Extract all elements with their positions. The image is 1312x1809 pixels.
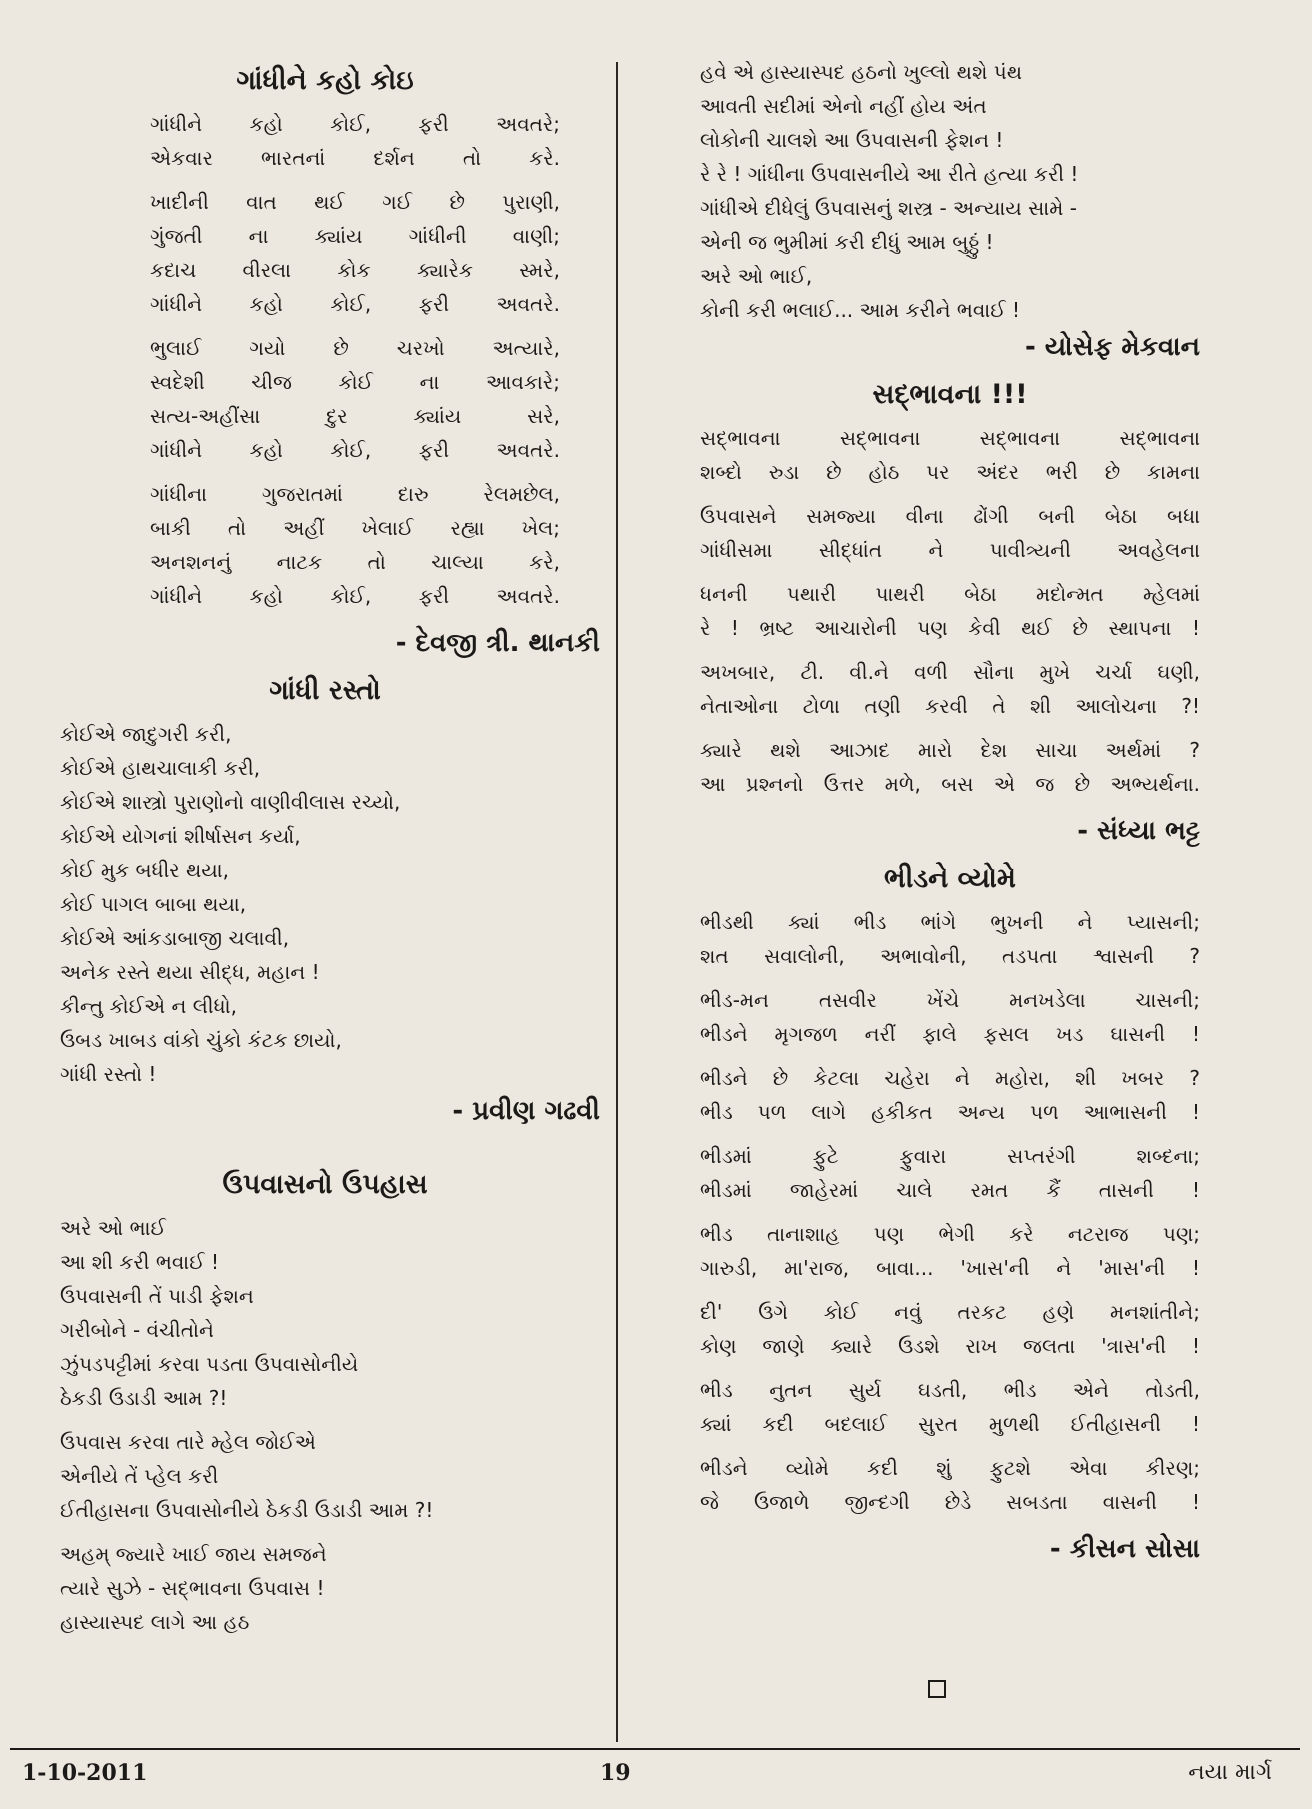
poem-line: બાકી તો અહીં ખેલાઈ રહ્યા ખેલ; bbox=[150, 516, 560, 540]
poem-line: કોણ જાણે ક્યારે ઉડશે રાખ જલતા 'ત્રાસ'ની ! bbox=[700, 1334, 1200, 1358]
poem-line: જે ઉજાળે જીન્દગી છેડે સબડતા વાસની ! bbox=[700, 1490, 1200, 1514]
poem-line: ઉપવાસ કરવા તારે મ્હેલ જોઈએ bbox=[60, 1430, 316, 1454]
poem-line: ઠેકડી ઉડાડી આમ ?! bbox=[60, 1386, 228, 1410]
poem-line: કદાચ વીરલા કોક ક્યારેક સ્મરે, bbox=[150, 258, 560, 282]
stanza bbox=[700, 983, 1200, 1051]
poem-line: ઉપવાસને સમજ્યા વીના ઢોંગી બની બેઠા બધા bbox=[700, 504, 1200, 528]
poem-body bbox=[690, 905, 1200, 1519]
poem-line: ભીડથી ક્યાં ભીડ ભાંગે ભુખની ને પ્યાસની; bbox=[700, 910, 1200, 934]
stanza bbox=[700, 1295, 1200, 1363]
poem-line: ભીડમાં જાહેરમાં ચાલે રમત કૈં તાસની ! bbox=[700, 1178, 1200, 1202]
stanza bbox=[700, 577, 1200, 645]
stanza bbox=[700, 1217, 1200, 1285]
stanza bbox=[700, 1139, 1200, 1207]
poem-line: ગાંધીને કહો કોઈ, ફરી અવતરે. bbox=[150, 438, 560, 462]
stanza bbox=[150, 185, 560, 321]
poem-line: કોઈએ હાથચાલાકી કરી, bbox=[60, 756, 261, 780]
poem-line: ભીડ પળ લાગે હકીકત અન્ય પળ આભાસની ! bbox=[700, 1100, 1200, 1124]
poem-title: ગાંધીને કહો કોઇ bbox=[236, 65, 414, 96]
page-number: 19 bbox=[600, 1760, 631, 1786]
poem-line: રે ! ભ્રષ્ટ આચારોની પણ કેવી થઈ છે સ્થાપના ! bbox=[700, 616, 1200, 640]
poem-author: - દેવજી ત્રી. થાનકી bbox=[395, 628, 600, 658]
poem-line: હવે એ હાસ્યાસ્પદ હઠનો ખુલ્લો થશે પંથ bbox=[700, 60, 1023, 84]
poem-line: એનીયે તેં પ્હેલ કરી bbox=[60, 1464, 219, 1488]
stanza bbox=[60, 1211, 610, 1415]
stanza bbox=[700, 1061, 1200, 1129]
poem-author: - પ્રવીણ ગઢવી bbox=[452, 1096, 600, 1126]
poem-line: ખાદીની વાત થઈ ગઈ છે પુરાણી, bbox=[150, 190, 560, 214]
poem-body bbox=[690, 421, 1200, 801]
stanza bbox=[150, 107, 560, 175]
poem-line: ભીડને છે કેટલા ચહેરા ને મહોરા, શી ખબર ? bbox=[700, 1066, 1200, 1090]
poem-line: અરે ઓ ભાઈ bbox=[60, 1216, 166, 1240]
poem-line: આ શી કરી ભવાઈ ! bbox=[60, 1250, 220, 1274]
poem-body bbox=[40, 1211, 610, 1639]
poem-line: ઈતીહાસના ઉપવાસોનીયે ઠેકડી ઉડાડી આમ ?! bbox=[60, 1498, 434, 1522]
spacer bbox=[40, 1141, 610, 1159]
poem-title: ઉપવાસનો ઉપહાસ bbox=[222, 1169, 428, 1200]
poem-line: સદ્ભાવના સદ્ભાવના સદ્ભાવના સદ્ભાવના bbox=[700, 426, 1200, 450]
magazine-name: નયા માર્ગ bbox=[1188, 1760, 1272, 1785]
poem-line: શત સવાલોની, અભાવોની, તડપતા શ્વાસની ? bbox=[700, 944, 1200, 968]
poem-line: ગાંધીના ગુજરાતમાં દારુ રેલમછેલ, bbox=[150, 482, 560, 506]
poem-body bbox=[40, 107, 560, 613]
poem-line: ગારુડી, મા'રાજ, બાવા... 'ખાસ'ની ને 'માસ'ની ! bbox=[700, 1256, 1200, 1280]
poem-line: અરે ઓ ભાઈ, bbox=[700, 264, 813, 288]
poem-line: ભીડ-મન તસવીર ખેંચે મનખડેલા ચાસની; bbox=[700, 988, 1200, 1012]
poem-line: કોની કરી ભલાઈ... આમ કરીને ભવાઈ ! bbox=[700, 298, 1021, 322]
poem-line: અનશનનું નાટક તો ચાલ્યા કરે, bbox=[150, 550, 560, 574]
poem-line: ગાંધીએ દીધેલું ઉપવાસનું શસ્ત્ર - અન્યાય સામે - bbox=[700, 196, 1077, 220]
poem-line: કોઈ મુક બધીર થયા, bbox=[60, 858, 229, 882]
stanza bbox=[60, 1425, 610, 1527]
stanza bbox=[700, 905, 1200, 973]
poem-line: એની જ ભુમીમાં કરી દીધું આમ બુઠ્ઠું ! bbox=[700, 230, 994, 254]
poem-body bbox=[40, 717, 610, 1091]
poem-line: શબ્દો રુડા છે હોઠ પર અંદર ભરી છે કામના bbox=[700, 460, 1200, 484]
poem-line: નેતાઓના ટોળા તણી કરવી તે શી આલોચના ?! bbox=[700, 694, 1200, 718]
poem-line: ક્યાં કદી બદલાઈ સુરત મુળથી ઈતીહાસની ! bbox=[700, 1412, 1200, 1436]
left-column bbox=[40, 55, 610, 1649]
poem-line: સ્વદેશી ચીજ કોઈ ના આવકારે; bbox=[150, 370, 560, 394]
poem-line: કોઈએ શાસ્ત્રો પુરાણોનો વાણીવીલાસ રચ્યો, bbox=[60, 790, 401, 814]
poem-title: ગાંધી રસ્તો bbox=[269, 675, 381, 706]
poem-line: ભીડ તાનાશાહ પણ ભેગી કરે નટરાજ પણ; bbox=[700, 1222, 1200, 1246]
poem-line: સત્ય-અહીંસા દુર ક્યાંય સરે, bbox=[150, 404, 560, 428]
poem-line: દી' ઉગે કોઈ નવું તરકટ હણે મનશાંતીને; bbox=[700, 1300, 1200, 1324]
poem-line: આવતી સદીમાં એનો નહીં હોય અંત bbox=[700, 94, 987, 118]
poem-line: ભીડમાં ફુટે ફુવારા સપ્તરંગી શબ્દના; bbox=[700, 1144, 1200, 1168]
poem-body bbox=[690, 55, 1200, 327]
poem-line: ધનની પથારી પાથરી બેઠા મદોન્મત મ્હેલમાં bbox=[700, 582, 1200, 606]
right-column bbox=[690, 55, 1210, 1579]
poem-title: ભીડને વ્યોમે bbox=[884, 863, 1016, 894]
poem-line: ભીડને વ્યોમે કદી શું ફુટશે એવા કીરણ; bbox=[700, 1456, 1200, 1480]
stanza bbox=[700, 499, 1200, 567]
poem-line: ગાંધીને કહો કોઈ, ફરી અવતરે. bbox=[150, 584, 560, 608]
footer-date: 1-10-2011 bbox=[22, 1760, 148, 1786]
footer-divider bbox=[10, 1748, 1300, 1750]
poem-line: ત્યારે સુઝે - સદ્ભાવના ઉપવાસ ! bbox=[60, 1576, 325, 1600]
stanza bbox=[150, 331, 560, 467]
poem-line: ગાંધીને કહો કોઈ, ફરી અવતરે; bbox=[150, 112, 560, 136]
poem-line: ગાંધીને કહો કોઈ, ફરી અવતરે. bbox=[150, 292, 560, 316]
poem-line: ભીડ નુતન સુર્ય ઘડતી, ભીડ એને તોડતી, bbox=[700, 1378, 1200, 1402]
poem-line: ગાંધીસમા સીદ્ધાંત ને પાવીત્ર્યની અવહેલના bbox=[700, 538, 1200, 562]
poem-author: - કીસન સોસા bbox=[1049, 1534, 1200, 1564]
poem-line: ઉપવાસની તેં પાડી ફેશન bbox=[60, 1284, 254, 1308]
stanza bbox=[700, 421, 1200, 489]
poem-line: ઝુંપડપટ્ટીમાં કરવા પડતા ઉપવાસોનીયે bbox=[60, 1352, 359, 1376]
poem-line: ગરીબોને - વંચીતોને bbox=[60, 1318, 214, 1342]
poem-line: અનેક રસ્તે થયા સીદ્ધ, મહાન ! bbox=[60, 960, 320, 984]
stanza bbox=[700, 733, 1200, 801]
stanza bbox=[150, 477, 560, 613]
poem-line: ભીડને મૃગજળ નરીં ફાલે ફસલ ખડ ઘાસની ! bbox=[700, 1022, 1200, 1046]
poem-line: રે રે ! ગાંધીના ઉપવાસનીયે આ રીતે હત્યા કરી ! bbox=[700, 162, 1079, 186]
stanza bbox=[700, 655, 1200, 723]
column-divider bbox=[616, 62, 618, 1742]
poem-author: - યોસેફ મેકવાન bbox=[1025, 332, 1200, 362]
poem-line: ઉબડ ખાબડ વાંકો ચુંકો કંટક છાયો, bbox=[60, 1028, 342, 1052]
poem-line: કીન્તુ કોઈએ ન લીધો, bbox=[60, 994, 237, 1018]
poem-line: ગાંધી રસ્તો ! bbox=[60, 1062, 157, 1086]
stanza bbox=[60, 1537, 610, 1639]
poem-title: સદ્ભાવના !!! bbox=[872, 379, 1028, 410]
poem-line: આ પ્રશ્નનો ઉત્તર મળે, બસ એ જ છે અભ્યર્થના. bbox=[700, 772, 1200, 796]
poem-line: ભુલાઈ ગયો છે ચરખો અત્યારે, bbox=[150, 336, 560, 360]
poem-line: કોઈ પાગલ બાબા થયા, bbox=[60, 892, 247, 916]
stanza bbox=[700, 1373, 1200, 1441]
poem-line: એકવાર ભારતનાં દર્શન તો કરે. bbox=[150, 146, 560, 170]
poem-line: લોકોની ચાલશે આ ઉપવાસની ફેશન ! bbox=[700, 128, 1004, 152]
poem-line: કોઈએ યોગનાં શીર્ષાસન કર્યા, bbox=[60, 824, 301, 848]
poem-line: ક્યારે થશે આઝાદ મારો દેશ સાચા અર્થમાં ? bbox=[700, 738, 1200, 762]
poem-line: કોઈએ આંકડાબાજી ચલાવી, bbox=[60, 926, 290, 950]
poem-line: હાસ્યાસ્પદ લાગે આ હઠ bbox=[60, 1610, 250, 1634]
poem-line: કોઈએ જાદુગરી કરી, bbox=[60, 722, 232, 746]
poem-line: ગુંજતી ના ક્યાંય ગાંધીની વાણી; bbox=[150, 224, 560, 248]
stanza bbox=[700, 1451, 1200, 1519]
poem-line: અહમ્ જ્યારે ખાઈ જાય સમજને bbox=[60, 1542, 327, 1566]
poem-author: - સંધ્યા ભટ્ટ bbox=[1077, 816, 1200, 846]
poem-line: અખબાર, ટી. વી.ને વળી સૌના મુખે ચર્ચા ઘણી, bbox=[700, 660, 1200, 684]
end-mark-square-icon bbox=[928, 1680, 946, 1698]
